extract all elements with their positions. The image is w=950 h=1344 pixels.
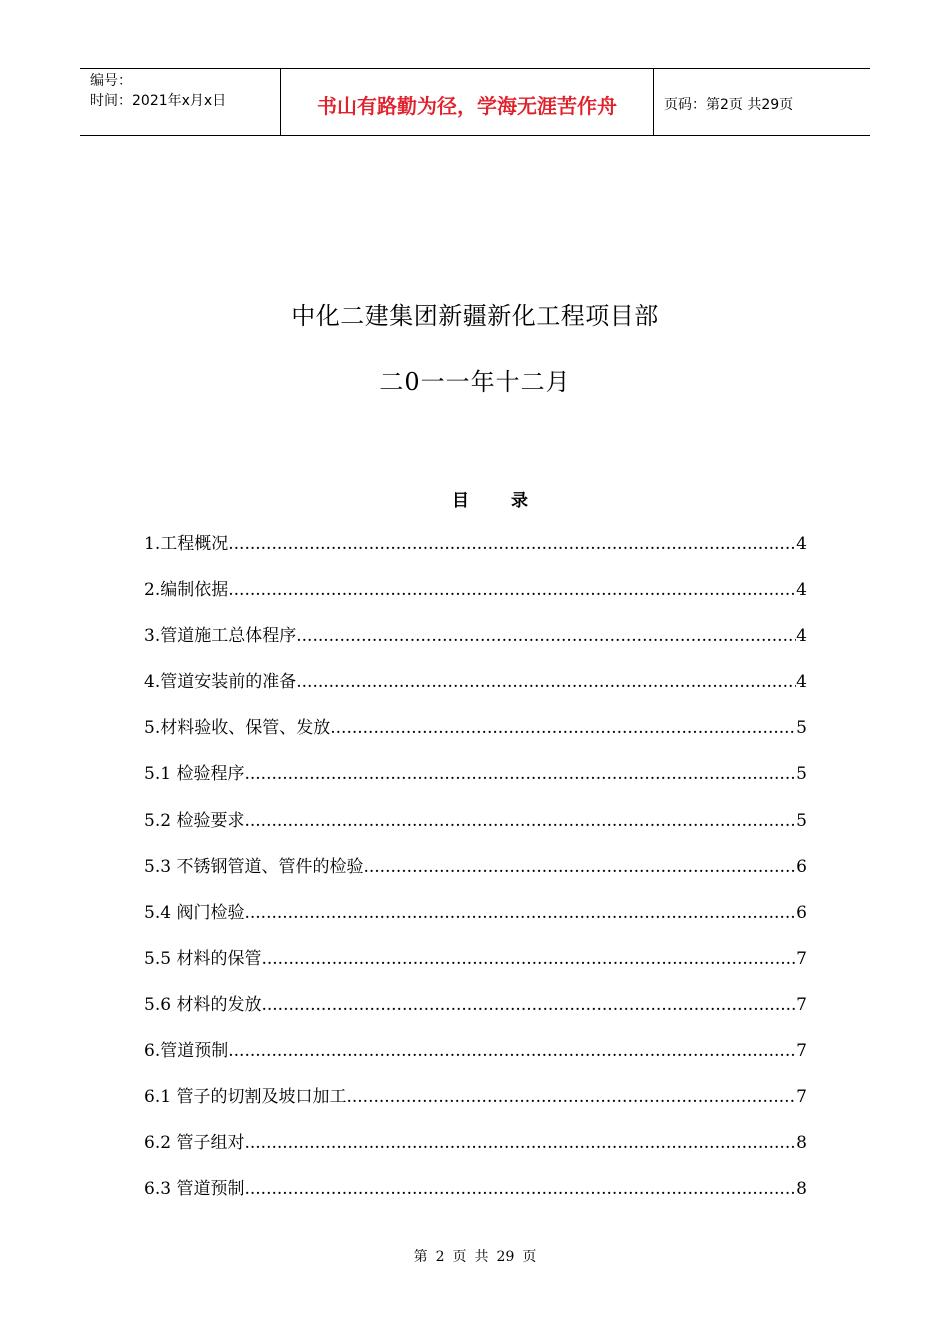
- footer-current-page: 2: [435, 1249, 445, 1265]
- toc-leader-dots: [228, 531, 796, 557]
- toc-entry[interactable]: [144, 1038, 807, 1084]
- toc-entry[interactable]: [144, 1176, 807, 1222]
- toc-entry-label: 1.工程概况: [144, 534, 229, 554]
- footer-total-pages: 29: [496, 1249, 515, 1265]
- toc-entry-page: 6: [796, 856, 807, 877]
- toc-entry-page: 8: [796, 1133, 807, 1154]
- header-meta: [80, 69, 281, 135]
- toc-entry[interactable]: [144, 623, 807, 669]
- toc-leader-dots: [244, 900, 796, 926]
- toc-entry-page: 4: [796, 626, 807, 647]
- toc-leader-dots: [261, 992, 796, 1018]
- toc-leader-dots: [330, 715, 796, 741]
- table-of-contents: [144, 531, 807, 1222]
- toc-leader-dots: [228, 577, 796, 603]
- toc-entry-label: 5.1 检验程序: [144, 764, 245, 785]
- toc-entry-page: 4: [796, 580, 807, 601]
- toc-entry-page: 5: [796, 764, 807, 785]
- toc-entry-label: 5.2 检验要求: [144, 810, 245, 831]
- organization-title: 中化二建集团新疆新化工程项目部: [291, 302, 659, 330]
- toc-heading-right: 录: [511, 491, 528, 511]
- toc-entry-label: 6.3 管道预制: [144, 1179, 245, 1200]
- toc-leader-dots: [261, 946, 796, 972]
- toc-entry-page: 4: [796, 672, 807, 693]
- toc-entry-label: 2.编制依据: [144, 580, 229, 601]
- toc-entry-label: 6.管道预制: [144, 1041, 229, 1062]
- toc-leader-dots: [244, 808, 796, 834]
- toc-entry[interactable]: [144, 669, 807, 715]
- toc-entry-label: 5.4 阀门检验: [144, 902, 245, 923]
- toc-entry[interactable]: [144, 1130, 807, 1176]
- toc-entry-page: 8: [796, 1179, 807, 1200]
- footer-ye-end: 页: [522, 1249, 537, 1265]
- footer-gong: 共: [474, 1249, 489, 1265]
- toc-entry-label: 3.管道施工总体程序: [144, 626, 297, 647]
- footer-ye: 页: [452, 1249, 467, 1265]
- toc-leader-dots: [244, 1176, 796, 1202]
- toc-leader-dots: [363, 854, 796, 880]
- header-time: 时间：2021年x月x日: [90, 93, 227, 109]
- toc-entry-page: 7: [796, 948, 807, 969]
- toc-leader-dots: [296, 623, 796, 649]
- toc-entry-label: 6.2 管子组对: [144, 1133, 245, 1154]
- toc-entry[interactable]: [144, 854, 807, 900]
- header-number: 编号：: [90, 73, 132, 89]
- toc-entry-label: 5.6 材料的发放: [144, 994, 262, 1015]
- toc-leader-dots: [346, 1084, 796, 1110]
- toc-leader-dots: [244, 1130, 796, 1156]
- toc-leader-dots: [296, 669, 796, 695]
- toc-entry[interactable]: [144, 808, 807, 854]
- toc-entry[interactable]: [144, 1084, 807, 1130]
- toc-heading-left: 目: [452, 491, 469, 511]
- toc-leader-dots: [228, 1038, 796, 1064]
- toc-leader-dots: [244, 761, 796, 787]
- toc-entry[interactable]: [144, 715, 807, 761]
- toc-entry[interactable]: [144, 946, 807, 992]
- toc-entry-page: 7: [796, 1041, 807, 1062]
- toc-entry-label: 4.管道安装前的准备: [144, 672, 297, 693]
- toc-heading: [0, 486, 950, 511]
- toc-entry-page: 5: [796, 810, 807, 831]
- page-header: [80, 68, 870, 136]
- footer-di: 第: [413, 1249, 428, 1265]
- toc-entry-label: 5.3 不锈钢管道、管件的检验: [144, 856, 364, 877]
- toc-entry[interactable]: [144, 577, 807, 623]
- toc-entry[interactable]: [144, 992, 807, 1038]
- toc-entry-label: 5.5 材料的保管: [144, 948, 262, 969]
- toc-entry-page: 7: [796, 994, 807, 1015]
- toc-entry[interactable]: [144, 761, 807, 807]
- toc-entry-page: 6: [796, 902, 807, 923]
- toc-entry-label: 5.材料验收、保管、发放: [144, 718, 331, 739]
- header-page-info: 页码：第2页 共29页: [664, 97, 794, 113]
- toc-entry-page: 5: [796, 718, 807, 739]
- toc-entry-label: 6.1 管子的切割及坡口加工: [144, 1087, 347, 1108]
- page-footer: [0, 1246, 950, 1266]
- header-motto: 书山有路勤为径，学海无涯苦作舟: [281, 69, 654, 135]
- toc-entry-page: 7: [796, 1087, 807, 1108]
- toc-entry-page: 4: [796, 534, 807, 554]
- toc-entry[interactable]: [144, 900, 807, 946]
- toc-entry[interactable]: [144, 531, 807, 577]
- document-date: 二0一一年十二月: [379, 368, 571, 396]
